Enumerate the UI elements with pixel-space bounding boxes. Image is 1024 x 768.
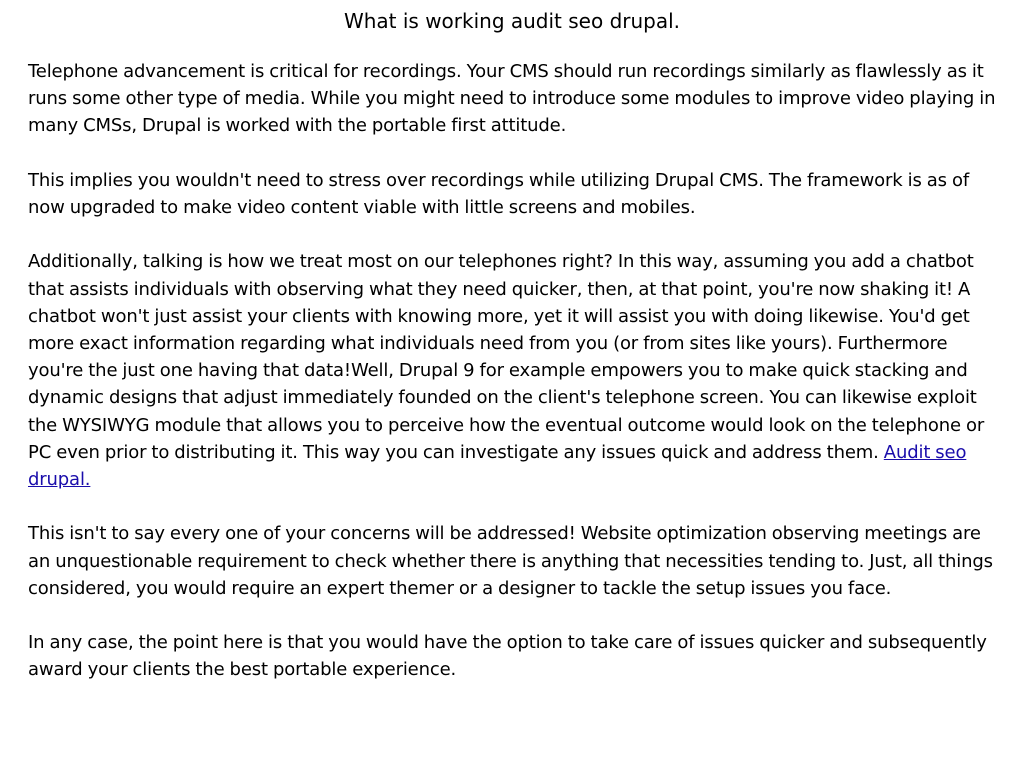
paragraph-5: In any case, the point here is that you would have the option to take care of issues quicker and subsequently award your clients the best portable experience. bbox=[28, 632, 987, 681]
page-title: What is working audit seo drupal. bbox=[343, 9, 681, 33]
audit-seo-drupal-link[interactable]: Audit seo drupal. bbox=[28, 441, 967, 491]
paragraph-1: Telephone advancement is critical for recordings. Your CMS should run recordings similarly as flawlessly as it runs some other type of media. While you might need to introduce some modules to improve video playing in many CMSs, Drupal is worked with the portable first attitude. bbox=[28, 61, 996, 137]
paragraph-2: This implies you wouldn't need to stress over recordings while utilizing Drupal CMS. The framework is as of now upgraded to make video content viable with little screens and mobiles. bbox=[28, 169, 970, 218]
paragraph-4: This isn't to say every one of your concerns will be addressed! Website optimization observing meetings are an unquestionable requirement to check whether there is anything that necessities tending to. Just, all things considered, you would require an expert themer or a designer to tackle the setup issues you face. bbox=[28, 523, 993, 599]
paragraph-3-text: Additionally, talking is how we treat most on our telephones right? In this way, assuming you add a chatbot that assists individuals with observing what they need quicker, then, at that point, you're now shaking it! A chatbot won't just assist your clients with knowing more, yet it will assist you with doing likewise. You'd get more exact information regarding what individuals need from you (or from sites like yours). Furthermore you're the just one having that data!Well, Drupal 9 for example empowers you to make quick stacking and dynamic designs that adjust immediately founded on the client's telephone screen. You can likewise exploit the WYSIWYG module that allows you to perceive how the eventual outcome would look on the telephone or PC even prior to distributing it. This way you can investigate any issues quick and address them. bbox=[28, 251, 985, 463]
paragraph-3 bbox=[28, 248, 996, 493]
